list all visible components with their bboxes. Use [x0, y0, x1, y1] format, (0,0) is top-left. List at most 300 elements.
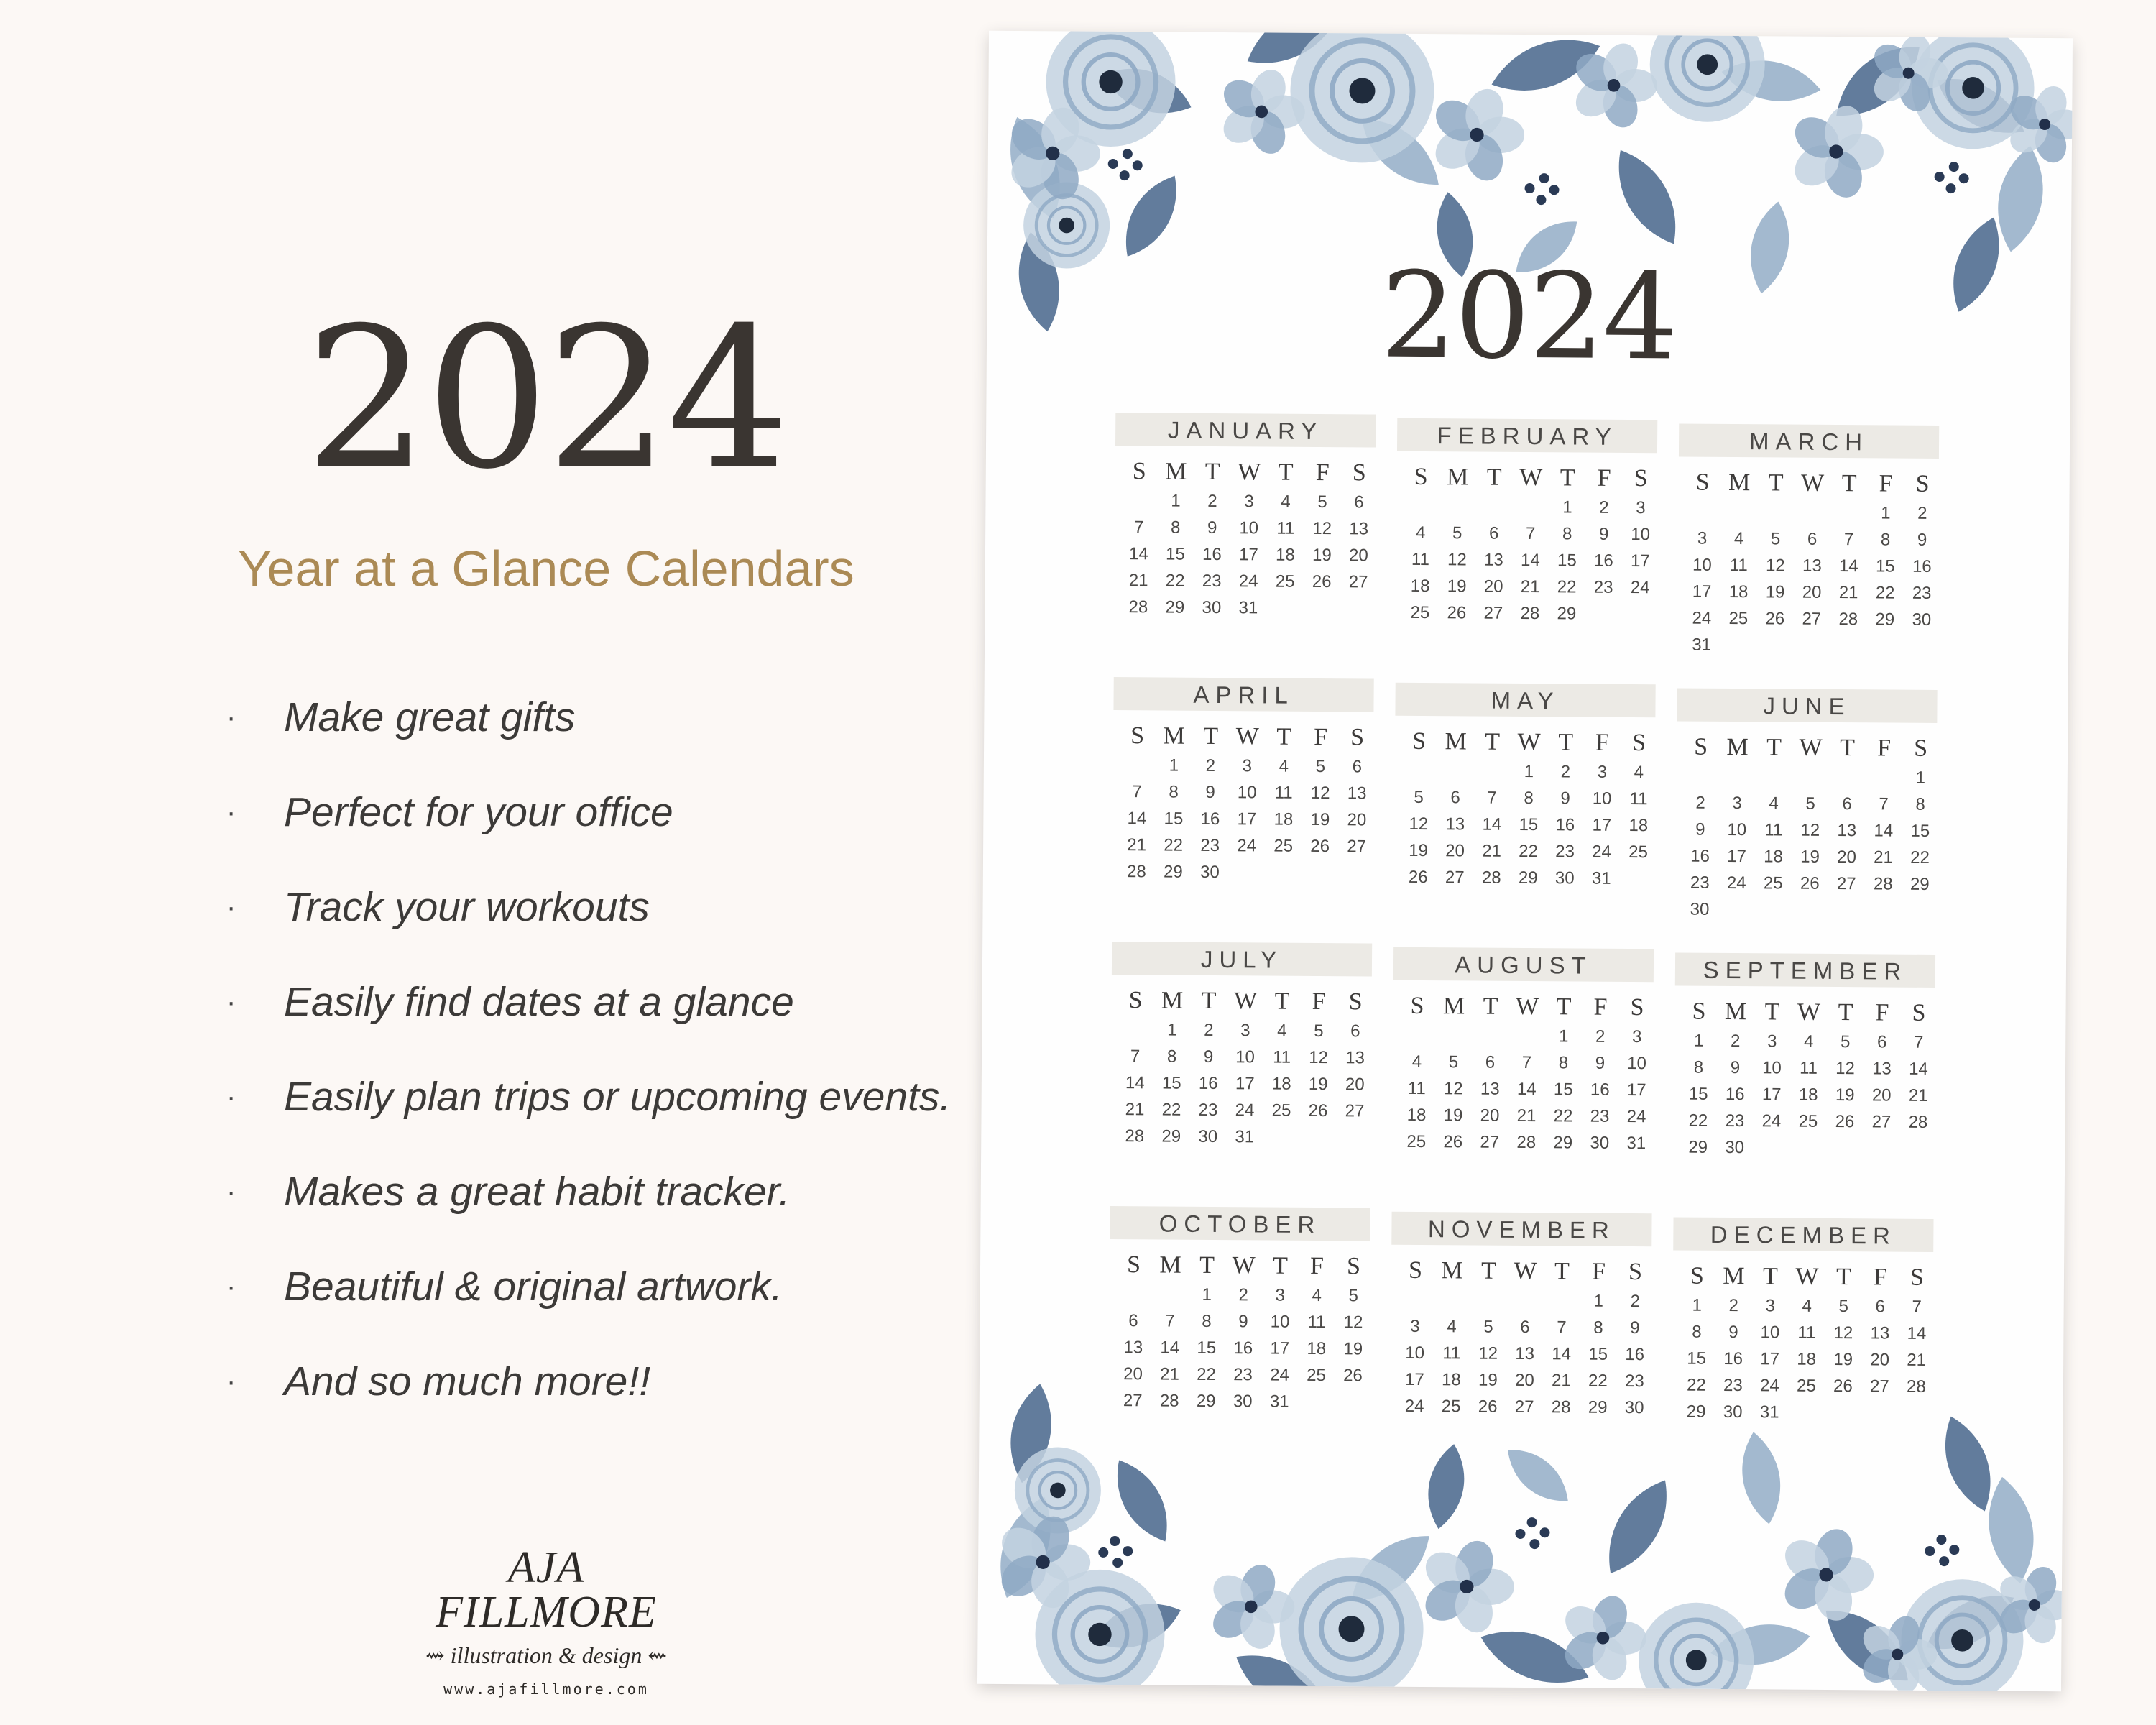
day-number: 27 [1347, 837, 1367, 857]
leaf-shape [1989, 142, 2051, 255]
day-number: 19 [1447, 576, 1467, 597]
berry [1949, 1545, 1959, 1555]
day-number: 21 [1127, 835, 1147, 855]
day-number: 7 [1130, 1046, 1141, 1067]
rose-center [1686, 1650, 1707, 1670]
day-number: 5 [1314, 1021, 1324, 1041]
weekday-label: W [1235, 723, 1259, 750]
berry [1098, 1547, 1108, 1558]
day-number: 29 [1557, 604, 1577, 624]
day-number: 12 [1833, 1323, 1853, 1343]
day-number: 4 [1803, 1031, 1814, 1052]
weekday-label: S [1408, 1256, 1423, 1284]
day-number: 10 [1631, 525, 1651, 545]
day-number: 13 [1349, 519, 1369, 539]
day-number: 22 [1910, 847, 1930, 868]
day-number: 26 [1447, 603, 1467, 623]
leaf-shape [1103, 1451, 1181, 1550]
day-number: 8 [1166, 1046, 1177, 1067]
day-number: 7 [1525, 523, 1536, 544]
day-number: 17 [1239, 545, 1258, 565]
day-number: 13 [1445, 814, 1465, 834]
day-number: 1 [1169, 755, 1179, 776]
day-number: 24 [1726, 873, 1746, 893]
empty-cell [1435, 1022, 1472, 1049]
day-number: 3 [1244, 492, 1254, 512]
day-number: 28 [1128, 597, 1148, 617]
empty-cell [1508, 1023, 1545, 1049]
day-number: 6 [1128, 1311, 1138, 1331]
day-number: 26 [1310, 836, 1330, 857]
day-number: 17 [1630, 551, 1650, 571]
day-number: 19 [1765, 582, 1785, 602]
day-grid [1118, 720, 1374, 886]
day-number: 1 [1171, 491, 1181, 511]
berry [1925, 1546, 1935, 1556]
berry [1515, 1529, 1525, 1539]
weekday-label: S [1692, 998, 1706, 1025]
day-number: 25 [1273, 836, 1294, 856]
leaf-shape [1981, 1473, 2041, 1587]
berry [1539, 1527, 1549, 1537]
berry [1524, 183, 1534, 193]
day-number: 18 [1797, 1349, 1817, 1369]
day-number: 16 [1202, 544, 1222, 565]
day-number: 18 [1406, 1105, 1427, 1126]
weekday-label: W [1514, 1257, 1537, 1285]
day-number: 23 [1590, 1106, 1610, 1126]
day-number: 22 [1164, 835, 1184, 855]
day-number: 2 [1238, 1285, 1249, 1305]
day-number: 19 [1443, 1105, 1463, 1126]
day-number: 18 [1307, 1338, 1327, 1359]
day-number: 25 [1728, 608, 1749, 629]
empty-cell [1439, 493, 1475, 520]
weekday-label: W [1517, 728, 1541, 756]
day-number: 25 [1271, 1100, 1291, 1121]
day-number: 15 [1166, 544, 1185, 564]
day-number: 8 [1693, 1057, 1704, 1077]
day-number: 24 [1759, 1376, 1779, 1396]
feature-text: Make great gifts [284, 694, 576, 740]
day-number: 3 [1597, 762, 1608, 782]
day-number: 15 [1687, 1348, 1707, 1368]
day-number: 6 [1352, 757, 1363, 777]
weekday-label: T [1558, 729, 1574, 756]
day-number: 1 [1562, 497, 1572, 518]
day-number: 3 [1636, 498, 1646, 518]
day-number: 8 [1915, 794, 1925, 814]
day-number: 13 [1480, 1079, 1500, 1099]
blossom-center [1245, 1601, 1258, 1614]
empty-cell [1397, 1287, 1434, 1313]
day-number: 29 [1875, 610, 1895, 630]
bullet-point: · [226, 796, 236, 828]
month-name: DECEMBER [1673, 1217, 1933, 1252]
day-number: 20 [1870, 1350, 1890, 1370]
day-number: 19 [1833, 1350, 1853, 1370]
day-number: 14 [1874, 821, 1894, 841]
day-number: 28 [1838, 610, 1858, 630]
day-number: 20 [1123, 1364, 1143, 1384]
left-panel [0, 0, 992, 1725]
day-number: 2 [1560, 762, 1571, 782]
berry [1549, 185, 1559, 195]
day-number: 7 [1557, 1317, 1567, 1338]
day-grid [1120, 456, 1376, 622]
day-number: 11 [1274, 783, 1293, 803]
day-number: 5 [1805, 794, 1815, 814]
berry [1120, 170, 1130, 180]
day-number: 21 [1874, 847, 1893, 868]
empty-cell [1120, 487, 1157, 514]
brand-logo [402, 1545, 690, 1698]
weekday-label: T [1840, 735, 1856, 762]
weekday-label: M [1161, 987, 1184, 1014]
weekday-label: S [1630, 994, 1644, 1021]
day-number: 25 [1798, 1111, 1818, 1131]
feature-text: Easily find dates at a glance [284, 979, 794, 1025]
day-number: 23 [1725, 1110, 1745, 1131]
day-number: 2 [1728, 1295, 1738, 1316]
day-number: 16 [1912, 556, 1932, 576]
day-number: 21 [1907, 1350, 1927, 1370]
empty-cell [1117, 1016, 1153, 1043]
rose-shape [1639, 1602, 1754, 1691]
empty-cell [1792, 764, 1829, 791]
day-number: 8 [1558, 1053, 1569, 1073]
weekday-label: F [1875, 999, 1889, 1026]
month-name: NOVEMBER [1391, 1212, 1651, 1247]
weekday-label: T [1762, 1263, 1778, 1290]
day-number: 28 [1908, 1112, 1928, 1132]
day-number: 14 [1838, 556, 1858, 576]
day-number: 28 [1520, 603, 1540, 624]
day-number: 30 [1723, 1402, 1743, 1422]
day-number: 10 [1239, 518, 1259, 538]
day-number: 27 [1802, 609, 1822, 629]
day-number: 26 [1478, 1397, 1498, 1417]
empty-cell [1544, 1287, 1580, 1314]
day-number: 16 [1198, 1073, 1218, 1094]
day-number: 27 [1483, 603, 1503, 623]
weekday-label: S [1346, 1253, 1361, 1280]
day-number: 23 [1198, 1100, 1218, 1121]
day-number: 18 [1728, 581, 1749, 602]
weekday-label: T [1841, 470, 1857, 497]
leaf-shape [1422, 1441, 1471, 1532]
day-number: 15 [1161, 1073, 1181, 1093]
month-march [1677, 423, 1939, 660]
calendar-poster [977, 31, 2073, 1691]
day-number: 28 [1126, 862, 1146, 882]
month-name: APRIL [1113, 677, 1373, 712]
weekday-label: F [1314, 723, 1328, 751]
blossom-center [1036, 1555, 1050, 1569]
month-grid [1115, 413, 2007, 1422]
day-number: 14 [1909, 1059, 1928, 1079]
berry [1536, 195, 1546, 205]
rose-center [1050, 1483, 1066, 1499]
rose-center [1697, 54, 1718, 75]
day-number: 13 [1347, 783, 1367, 804]
day-number: 17 [1692, 581, 1712, 602]
day-number: 2 [1630, 1292, 1640, 1312]
weekday-label: W [1797, 998, 1821, 1026]
day-number: 29 [1163, 862, 1183, 882]
leaf-shape [1593, 1470, 1683, 1583]
berry [1133, 160, 1143, 170]
weekday-label: S [1348, 988, 1363, 1016]
day-number: 9 [1630, 1318, 1640, 1338]
weekday-label: F [1593, 993, 1608, 1021]
month-name: FEBRUARY [1397, 418, 1657, 454]
weekday-label: S [1412, 727, 1427, 755]
day-number: 3 [1240, 1021, 1250, 1041]
day-number: 14 [1129, 544, 1148, 564]
day-number: 23 [1200, 835, 1220, 856]
day-number: 3 [1732, 794, 1742, 814]
day-number: 10 [1237, 783, 1257, 803]
weekday-label: T [1766, 734, 1782, 761]
weekday-label: S [1126, 1251, 1141, 1279]
day-number: 22 [1519, 841, 1539, 862]
day-number: 31 [1626, 1133, 1646, 1154]
feature-text: And so much more!! [284, 1358, 651, 1404]
day-number: 26 [1833, 1376, 1853, 1397]
bullet-point: · [226, 1271, 236, 1302]
day-number: 14 [1160, 1338, 1180, 1358]
empty-cell [1512, 494, 1549, 520]
day-number: 3 [1275, 1285, 1286, 1305]
day-number: 17 [1760, 1349, 1780, 1369]
brand-tagline: ⇝ illustration & design ⇜ [425, 1642, 668, 1668]
day-number: 10 [1692, 555, 1712, 575]
weekday-label: F [1879, 470, 1893, 497]
day-number: 14 [1520, 550, 1540, 571]
day-number: 30 [1554, 868, 1575, 888]
day-number: 12 [1309, 1047, 1329, 1068]
day-number: 4 [1802, 1296, 1812, 1316]
day-number: 16 [1725, 1084, 1745, 1105]
day-number: 30 [1624, 1397, 1644, 1418]
weekday-label: S [1128, 987, 1143, 1014]
weekday-label: W [1519, 464, 1543, 492]
berry [1959, 173, 1969, 183]
day-number: 20 [1480, 1105, 1500, 1126]
day-number: 6 [1875, 1297, 1885, 1317]
day-number: 13 [1837, 821, 1857, 841]
day-number: 6 [1488, 523, 1499, 543]
empty-cell [1402, 493, 1439, 520]
month-april [1112, 677, 1374, 887]
feature-text: Makes a great habit tracker. [284, 1169, 791, 1215]
day-grid [1400, 726, 1656, 892]
day-number: 8 [1880, 530, 1891, 550]
month-june [1675, 688, 1937, 924]
empty-cell [1757, 499, 1794, 525]
day-number: 12 [1343, 1312, 1363, 1333]
day-number: 26 [1800, 873, 1820, 893]
empty-cell [1152, 1281, 1189, 1307]
day-number: 28 [1551, 1397, 1571, 1417]
empty-cell [1437, 758, 1474, 784]
day-number: 5 [1838, 1297, 1848, 1317]
day-number: 10 [1727, 819, 1747, 840]
day-number: 29 [1688, 1137, 1708, 1157]
day-number: 9 [1730, 1058, 1741, 1078]
rose-center [1088, 1623, 1112, 1647]
empty-cell [1472, 1022, 1508, 1049]
day-number: 4 [1277, 1021, 1287, 1041]
day-number: 2 [1207, 491, 1217, 511]
day-grid [1681, 732, 1937, 924]
day-number: 27 [1869, 1376, 1889, 1397]
rose-center [1349, 78, 1375, 104]
day-number: 30 [1202, 597, 1222, 618]
day-number: 19 [1800, 847, 1820, 867]
day-number: 24 [1235, 1100, 1255, 1121]
weekday-label: S [1410, 992, 1424, 1020]
day-number: 15 [1197, 1338, 1217, 1358]
day-number: 20 [1837, 847, 1856, 868]
day-number: 23 [1593, 577, 1613, 597]
day-number: 15 [1910, 821, 1930, 841]
day-number: 8 [1692, 1322, 1702, 1342]
weekday-label: T [1764, 998, 1780, 1026]
day-number: 4 [1279, 756, 1289, 776]
feature-text: Perfect for your office [284, 789, 673, 835]
day-number: 17 [1270, 1338, 1290, 1358]
feature-text: Track your workouts [284, 884, 650, 930]
berry [1935, 172, 1945, 182]
day-number: 7 [1843, 530, 1854, 550]
day-number: 16 [1690, 846, 1710, 866]
day-number: 6 [1876, 1032, 1887, 1052]
empty-cell [1756, 763, 1792, 790]
day-number: 8 [1593, 1317, 1603, 1338]
day-number: 16 [1593, 551, 1613, 571]
day-number: 4 [1733, 529, 1744, 549]
day-number: 19 [1343, 1339, 1363, 1359]
weekday-label: T [1276, 723, 1292, 750]
day-number: 19 [1308, 1074, 1328, 1095]
day-number: 5 [1483, 1317, 1493, 1337]
day-number: 3 [1697, 528, 1708, 548]
day-number: 1 [1593, 1291, 1603, 1311]
empty-cell [1474, 758, 1511, 785]
leaf-shape [1112, 167, 1191, 266]
weekday-label: S [1628, 1259, 1643, 1286]
day-number: 7 [1913, 1032, 1924, 1052]
day-number: 8 [1524, 788, 1534, 809]
day-number: 28 [1159, 1391, 1179, 1411]
weekday-label: S [1690, 1262, 1705, 1289]
weekday-label: M [1442, 993, 1465, 1020]
day-number: 22 [1688, 1110, 1708, 1131]
day-number: 11 [1764, 820, 1783, 840]
day-number: 10 [1760, 1322, 1780, 1343]
weekday-label: S [1909, 1264, 1925, 1291]
day-number: 9 [1207, 518, 1217, 538]
berry [1112, 1558, 1123, 1568]
empty-cell [1794, 500, 1830, 526]
rose-center [1059, 218, 1074, 234]
day-grid [1401, 461, 1657, 627]
day-number: 30 [1199, 862, 1220, 883]
day-number: 21 [1552, 1371, 1571, 1391]
empty-cell [1719, 763, 1756, 790]
day-number: 27 [1514, 1397, 1534, 1417]
day-number: 20 [1349, 546, 1368, 566]
berry [1108, 159, 1118, 169]
day-number: 18 [1410, 576, 1430, 597]
month-name: JANUARY [1115, 413, 1376, 448]
day-number: 3 [1632, 1027, 1642, 1047]
day-number: 8 [1202, 1311, 1212, 1331]
day-number: 11 [1797, 1322, 1816, 1343]
day-number: 24 [1692, 608, 1712, 628]
day-number: 29 [1165, 597, 1185, 617]
day-number: 6 [1354, 492, 1364, 512]
day-number: 29 [1161, 1126, 1181, 1146]
day-number: 22 [1686, 1375, 1706, 1395]
day-number: 18 [1276, 545, 1295, 565]
weekday-label: S [1350, 724, 1365, 751]
berry [1939, 1556, 1949, 1566]
day-number: 6 [1842, 794, 1852, 814]
month-february [1396, 418, 1657, 628]
day-number: 17 [1727, 846, 1746, 867]
rose-center [1099, 70, 1123, 94]
day-number: 21 [1128, 571, 1148, 591]
weekday-label: F [1315, 459, 1330, 487]
leaf-shape [1603, 140, 1692, 254]
day-number: 30 [1690, 899, 1710, 919]
day-number: 4 [1411, 1052, 1422, 1072]
weekday-label: F [1873, 1264, 1888, 1291]
feature-text: Beautiful & original artwork. [284, 1264, 783, 1310]
day-number: 28 [1906, 1376, 1926, 1397]
blossom-center [1829, 144, 1843, 158]
day-number: 21 [1482, 841, 1502, 861]
month-august [1392, 947, 1654, 1157]
day-number: 2 [1204, 1020, 1214, 1040]
day-number: 6 [1807, 529, 1818, 549]
day-number: 30 [1198, 1126, 1218, 1147]
weekday-label: T [1203, 722, 1219, 750]
empty-cell [1475, 494, 1512, 520]
day-number: 10 [1405, 1343, 1425, 1363]
day-number: 22 [1553, 1106, 1573, 1126]
day-number: 22 [1875, 583, 1895, 603]
day-number: 9 [1695, 819, 1705, 840]
day-number: 25 [1275, 571, 1295, 592]
day-number: 15 [1588, 1344, 1608, 1364]
weekday-label: F [1877, 735, 1892, 762]
heading-subtitle: Year at a Glance Calendars [238, 540, 854, 597]
day-number: 25 [1406, 1131, 1427, 1152]
day-number: 19 [1409, 840, 1429, 861]
weekday-label: W [1233, 988, 1258, 1015]
day-number: 2 [1205, 755, 1216, 776]
day-number: 31 [1692, 635, 1712, 655]
weekday-label: S [1352, 459, 1366, 487]
day-number: 6 [1485, 1052, 1496, 1072]
berry [1539, 173, 1549, 183]
berry [1529, 1539, 1539, 1549]
day-number: 19 [1312, 545, 1332, 566]
